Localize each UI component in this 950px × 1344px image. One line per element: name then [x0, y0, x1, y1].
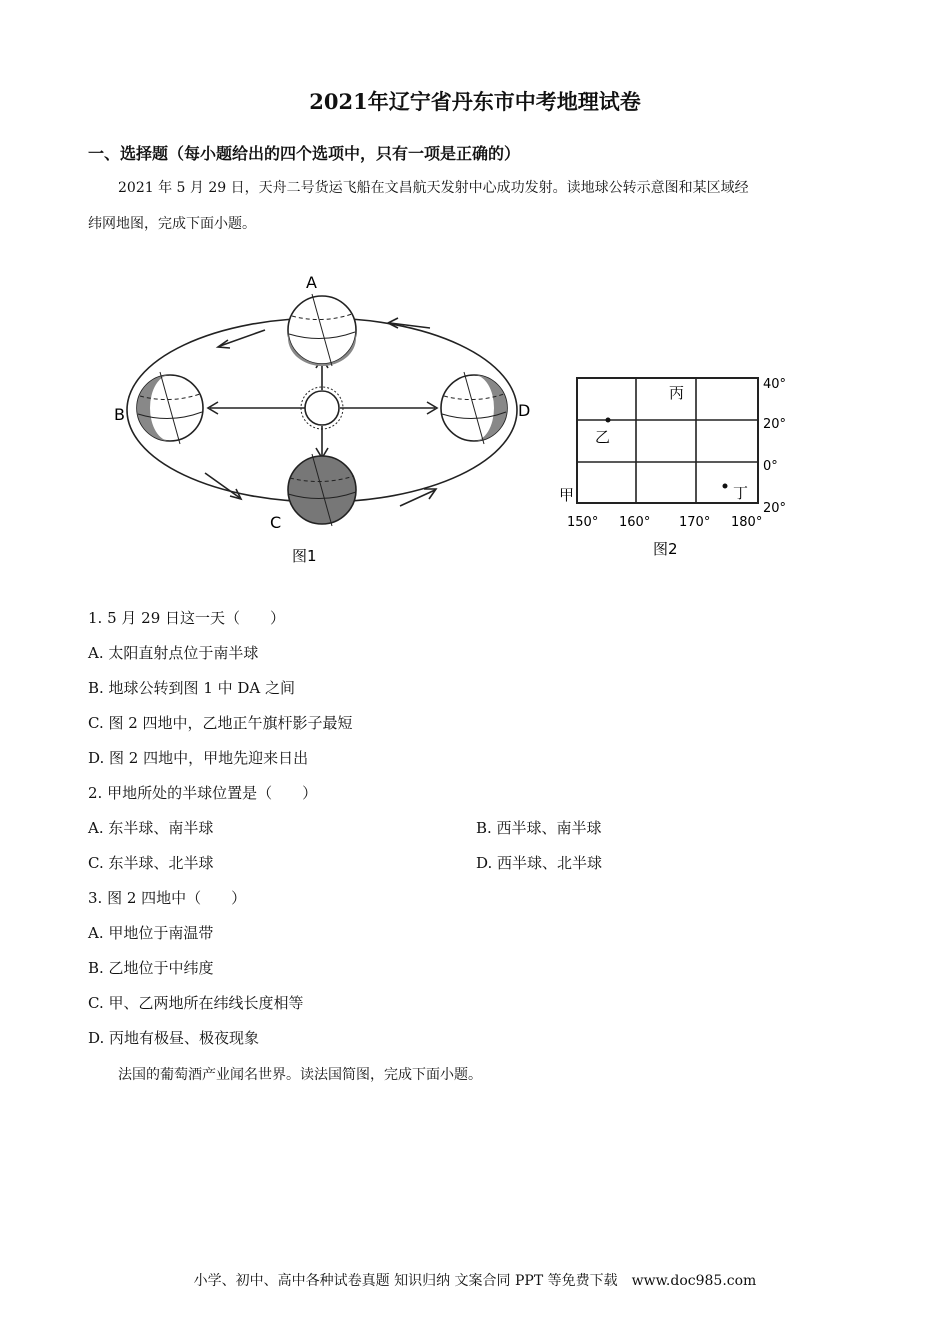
lat-label-40: 40°	[763, 377, 787, 392]
lon-label-160: 160°	[619, 515, 651, 530]
figure-1-revolution-diagram	[100, 268, 540, 573]
place-ding: 丁	[733, 484, 749, 502]
intro-line-2: 纬网地图，完成下面小题。	[88, 216, 256, 232]
place-jia: 甲	[559, 486, 575, 504]
earth-c-icon	[288, 454, 356, 526]
question-1-option-d[interactable]: D. 图 2 四地中，甲地先迎来日出	[88, 749, 309, 767]
section-heading: 一、选择题（每小题给出的四个选项中，只有一项是正确的）	[88, 144, 521, 163]
lat-label-20s: 20°	[763, 501, 787, 516]
page-title: 2021年辽宁省丹东市中考地理试卷	[309, 89, 641, 114]
earth-b-icon	[137, 372, 203, 444]
place-bing: 丙	[669, 384, 685, 402]
question-3-option-c[interactable]: C. 甲、乙两地所在纬线长度相等	[88, 994, 304, 1012]
question-2-option-b[interactable]: B. 西半球、南半球	[476, 819, 602, 837]
point-yi	[606, 418, 611, 423]
question-1-stem: 1. 5 月 29 日这一天（ ）	[88, 609, 286, 627]
question-2-option-c[interactable]: C. 东半球、北半球	[88, 854, 214, 872]
question-2-stem: 2. 甲地所处的半球位置是（ ）	[88, 784, 318, 802]
question-2-option-d[interactable]: D. 西半球、北半球	[476, 854, 603, 872]
lon-label-150: 150°	[567, 515, 599, 530]
intro-line-1: 2021 年 5 月 29 日，天舟二号货运飞船在文昌航天发射中心成功发射。读地球公转示意图和某区域经	[118, 180, 749, 196]
question-2-option-a[interactable]: A. 东半球、南半球	[88, 819, 214, 837]
intro-paragraph-2: 法国的葡萄酒产业闻名世界。读法国简图，完成下面小题。	[118, 1067, 482, 1083]
question-1-option-c[interactable]: C. 图 2 四地中，乙地正午旗杆影子最短	[88, 714, 353, 732]
earth-a-icon	[288, 294, 356, 366]
point-ding	[723, 484, 728, 489]
figure-2-graticule-map	[555, 372, 800, 562]
question-3-option-a[interactable]: A. 甲地位于南温带	[88, 924, 214, 942]
question-3-option-d[interactable]: D. 丙地有极昼、极夜现象	[88, 1029, 260, 1047]
page-footer: 小学、初中、高中各种试卷真题 知识归纳 文案合同 PPT 等免费下载 www.doc985.com	[193, 1273, 757, 1289]
lon-label-180: 180°	[731, 515, 763, 530]
label-a: A	[306, 273, 317, 292]
question-1-option-a[interactable]: A. 太阳直射点位于南半球	[88, 644, 259, 662]
lon-label-170: 170°	[679, 515, 711, 530]
label-b: B	[114, 405, 125, 424]
sun-icon	[301, 387, 343, 429]
figure-1-caption: 图1	[292, 547, 317, 565]
lat-label-0: 0°	[763, 459, 778, 474]
label-c: C	[270, 513, 282, 532]
lat-label-20n: 20°	[763, 417, 787, 432]
figure-2-caption: 图2	[653, 540, 678, 558]
intro-paragraph	[88, 170, 858, 242]
earth-d-icon	[441, 372, 507, 444]
question-3-option-b[interactable]: B. 乙地位于中纬度	[88, 959, 214, 977]
question-1-option-b[interactable]: B. 地球公转到图 1 中 DA 之间	[88, 679, 296, 697]
label-d: D	[518, 401, 531, 420]
question-3-stem: 3. 图 2 四地中（ ）	[88, 889, 247, 907]
place-yi: 乙	[595, 428, 611, 446]
